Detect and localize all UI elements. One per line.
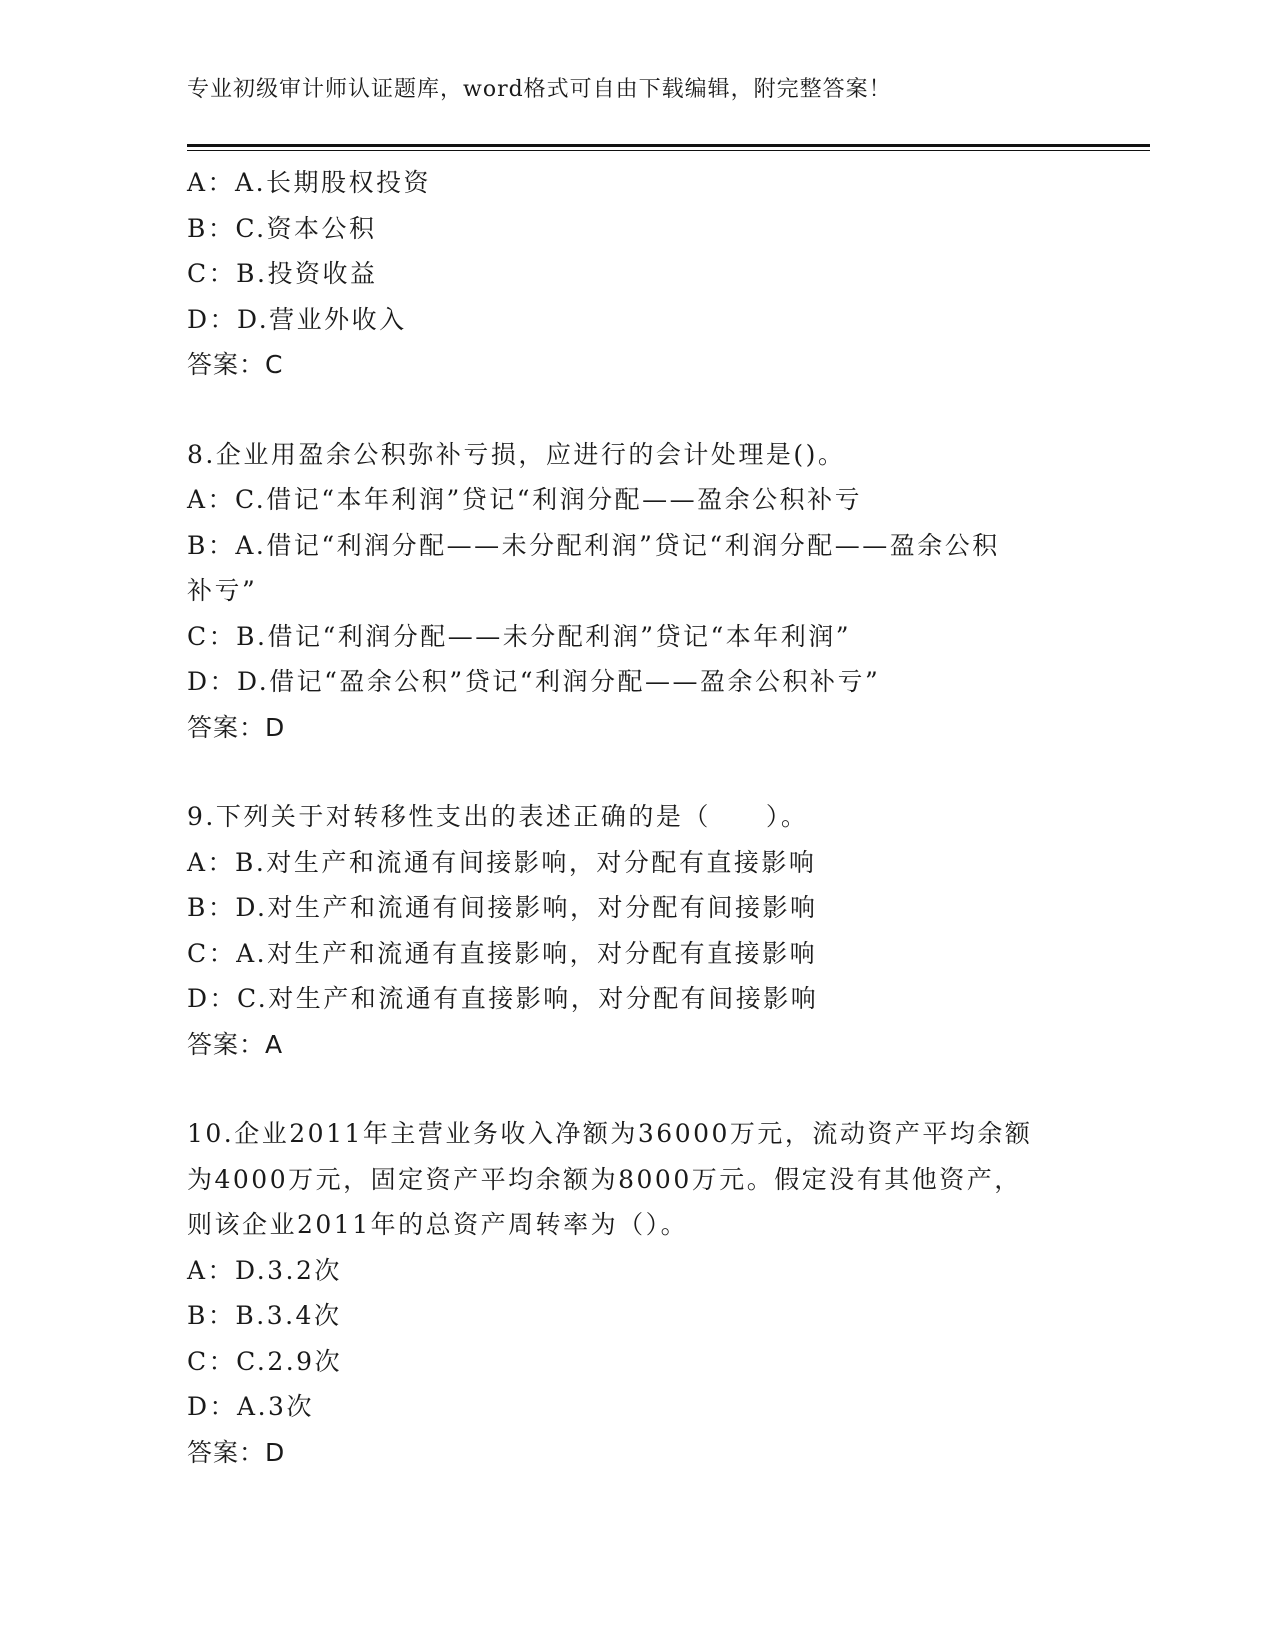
- option-d: D：C.对生产和流通有直接影响，对分配有间接影响: [187, 984, 819, 1013]
- page-header: 专业初级审计师认证题库，word格式可自由下载编辑，附完整答案！: [187, 77, 892, 102]
- option-b: B：C.资本公积: [187, 213, 377, 243]
- question-8: [187, 432, 1087, 751]
- question-stem-line-1: 10.企业2011年主营业务收入净额为36000万元，流动资产平均余额: [187, 1119, 1033, 1148]
- header-rule-thin: [187, 150, 1150, 151]
- option-d: D：D.借记“盈余公积”贷记“利润分配——盈余公积补亏”: [187, 667, 881, 696]
- option-b-line-1: B：A.借记“利润分配——未分配利润”贷记“利润分配——盈余公积: [187, 530, 1000, 560]
- question-stem: 8.企业用盈余公积弥补亏损，应进行的会计处理是()。: [187, 439, 846, 469]
- spacer: [187, 388, 1087, 432]
- option-a: A：C.借记“本年利润”贷记“利润分配——盈余公积补亏: [187, 485, 863, 514]
- option-b-line-2: 补亏”: [187, 576, 258, 605]
- question-10: [187, 1111, 1087, 1475]
- option-d: D：A.3次: [187, 1392, 314, 1421]
- option-a: A：D.3.2次: [187, 1255, 342, 1285]
- spacer: [187, 750, 1087, 794]
- option-c: C：B.借记“利润分配——未分配利润”贷记“本年利润”: [187, 621, 852, 651]
- option-c: C：A.对生产和流通有直接影响，对分配有直接影响: [187, 938, 818, 968]
- option-b: B：B.3.4次: [187, 1301, 342, 1330]
- option-c: C：B.投资收益: [187, 259, 378, 288]
- option-c: C：C.2.9次: [187, 1346, 343, 1376]
- answer: 答案：D: [187, 1437, 286, 1467]
- question-stem-line-3: 则该企业2011年的总资产周转率为（）。: [187, 1210, 689, 1239]
- answer: 答案：A: [187, 1029, 284, 1059]
- option-d: D：D.营业外收入: [187, 304, 407, 334]
- spacer: [187, 1067, 1087, 1111]
- option-a: A：B.对生产和流通有间接影响，对分配有直接影响: [187, 847, 817, 877]
- question-stem: 9.下列关于对转移性支出的表述正确的是（ ）。: [187, 802, 809, 831]
- option-a: A：A.长期股权投资: [187, 168, 432, 197]
- question-stem-line-2: 为4000万元，固定资产平均余额为8000万元。假定没有其他资产，: [187, 1164, 1022, 1194]
- option-b: B：D.对生产和流通有间接影响，对分配有间接影响: [187, 893, 818, 922]
- question-9: [187, 794, 1087, 1067]
- question-content: [187, 160, 1087, 1475]
- answer: 答案：D: [187, 712, 286, 742]
- question-7: [187, 160, 1087, 388]
- answer: 答案：C: [187, 350, 284, 379]
- header-rule-thick: [187, 144, 1150, 147]
